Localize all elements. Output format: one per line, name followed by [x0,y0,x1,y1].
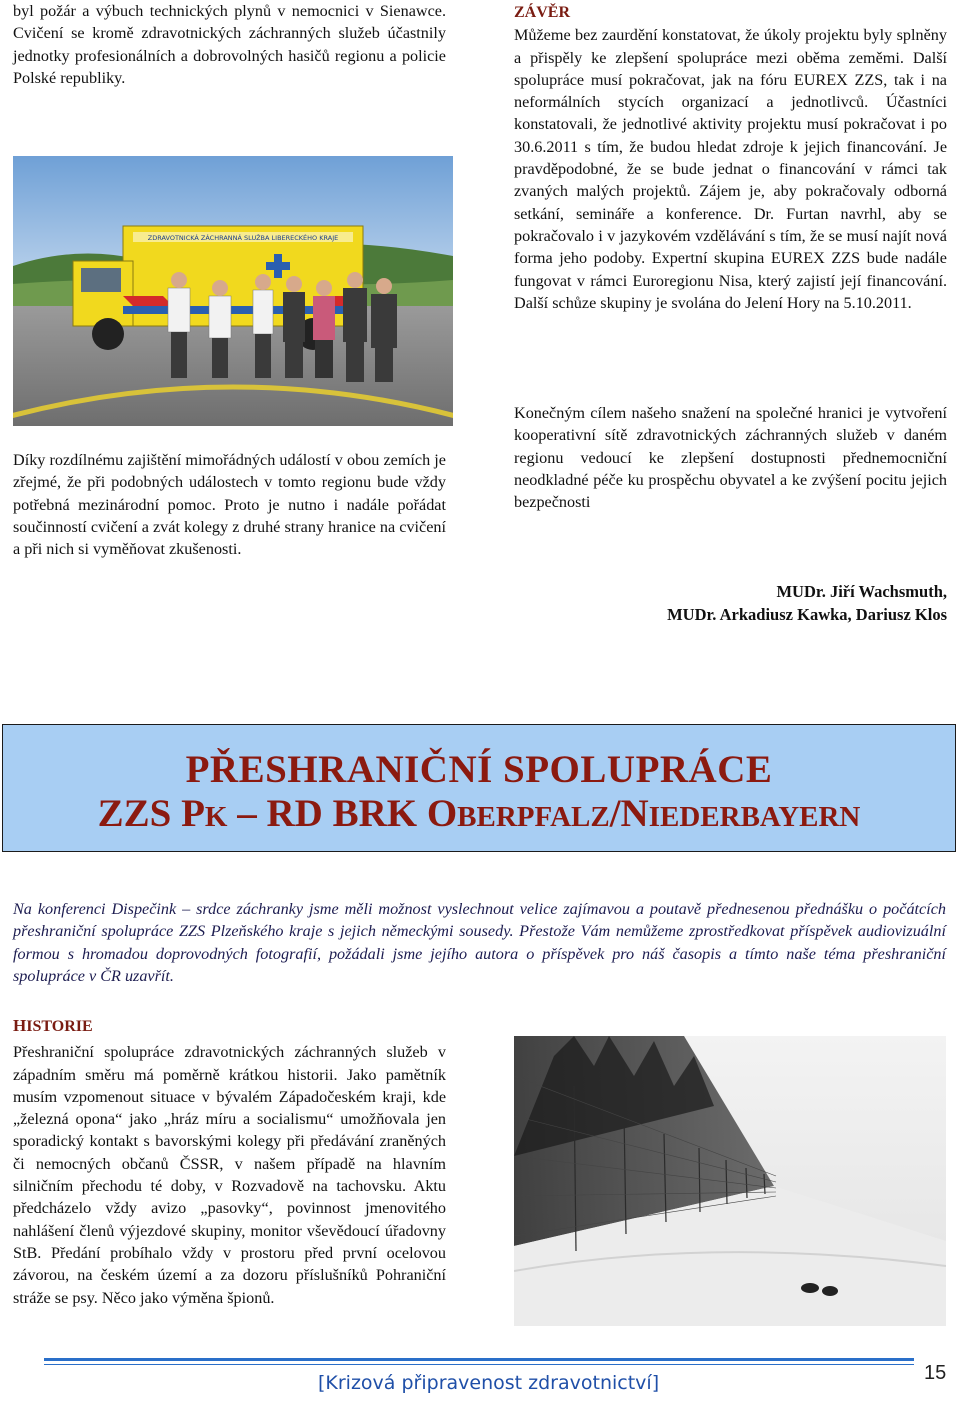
photo-ambulance-group [13,156,453,426]
border-fence-photo-illustration [514,1036,946,1326]
section-zaver [514,2,947,314]
signature-line-2: MUDr. Arkadiusz Kawka, Dariusz Klos [667,604,947,624]
section-historie [13,1015,446,1309]
ambulance-label: ZDRAVOTNICKÁ ZÁCHRANNÁ SLUŽBA LIBERECKÉHO KRAJE [147,234,339,242]
zaver-heading: ZÁVĚR [514,4,571,21]
footer-rule-thin [44,1364,914,1365]
footer-rule-thick [44,1358,914,1361]
zaver-text: Můžeme bez zaurdění konstatovat, že úkoly projektu byly splněny a přispěly ke zlepšení spolupráce mezi oběma zeměmi. Další spolupráce musí pokračovat, jak na fóru EUREX ZZS, tak i na neformálních stycích organizací a jednotlivců. Účastníci konstatovali, že jednotlivé aktivity projektu musí pokračovat i po 30.6.2011 s tím, že budou hledat zdroje k jejich financování. Je pravděpodobné, že se bude jednat o financování v rámci tak zvaných malých projektů. Zájem je, aby pokračovaly odborná setkání, semináře a konference. Dr. Furtan navrhl, aby se pokračovalo i v jazykovém vzdělávání s tím, že se musí najít nová forma jeho podoby. Expertní skupina EUREX ZZS bude nadále fungovat v rámci Euroregionu Nisa, který zajistí její financování. Další schůze skupiny je svolána do Jelení Hory na 5.10.2011. [514,26,947,312]
paragraph-international-aid: Díky rozdílnému zajištění mimořádných událostí v obou zemích je zřejmé, že při podobných událostech v tomto regionu bude vždy potřebná mezinárodní pomoc. Proto je nutno i nadále pořádat součinností cvičení a zvát kolegy z druhé strany hranice na cvičení a při nich si vyměňovat zkušenosti. [13,451,446,559]
ambulance-photo-illustration [13,156,453,426]
banner-title-line-1: PŘESHRANIČNÍ SPOLUPRÁCE [185,748,773,791]
paragraph-sienawka: byl požár a výbuch technických plynů v nemocnici v Sienawce. Cvičení se kromě zdravotnických záchranných služeb účastnily jednotky profesionálních a dobrovolných hasičů regionu a policie Polské republiky. [13,2,446,87]
banner-title-line-2: ZZS PK – RD BRK OBERPFALZ/NIEDERBAYERN [97,792,861,835]
historie-heading: HISTORIE [13,1016,93,1035]
paragraph-final-goal: Konečným cílem našeho snažení na společné hranici je vytvoření kooperativní sítě zdravotnických záchranných služeb v daném regionu vedoucí ke zlepšení dostupnosti přednemocniční neodkladné péče ku prospěchu obyvatel a ke zvýšení pocitu jejich bezpečnosti [514,404,947,512]
historie-text: Přeshraniční spolupráce zdravotnických záchranných služeb v západním směru má poměrně krátkou historii. Jako pamětník musím vzpomenout situace v bývalém Západočeském kraji, kde „železná opona“ jako „hráz míru a socialismu“ umožňovala jen sporadický kontakt s bavorskými kolegy při předávání zraněných či nemocných občanů ČSSR, v našem případě na hlavním silničním přechodu té doby, v Rozvadově na tachovsku. Aktu předcházelo vždy avizo „pasovky“, povinnost jmenovitého nahlášení členů výjezdové skupiny, monitor vševědoucí úřadovny StB. Předání probíhalo vždy v prostoru před první ocelovou závorou, na českém území a za dozoru příslušníků Pohraniční stráže se psy. Něco jako výměna špionů. [13,1043,446,1307]
photo-border-fence [514,1036,946,1326]
footer-journal-title: [Krizová připravenost zdravotnictví] [318,1372,660,1394]
article-title-banner [2,724,956,852]
article-intro: Na konferenci Dispečink – srdce záchranky jsme měli možnost vyslechnout velice zajímavou a poutavě přednesenou přednášku o počátcích přeshraniční spolupráce ZZS Plzeňského kraje s jejich německými sousedy. Přestože Vám nemůžeme zprostředkovat příspěvek audiovizuální formou s hromadou doprovodných fotografií, požádali jsme jejího autora o příspěvek pro náš časopis a tímto naše téma přeshraniční spolupráce v ČR uzavřít. [13,900,946,985]
signature [514,581,947,626]
page-number: 15 [924,1362,947,1384]
signature-line-1: MUDr. Jiří Wachsmuth, [776,582,947,601]
